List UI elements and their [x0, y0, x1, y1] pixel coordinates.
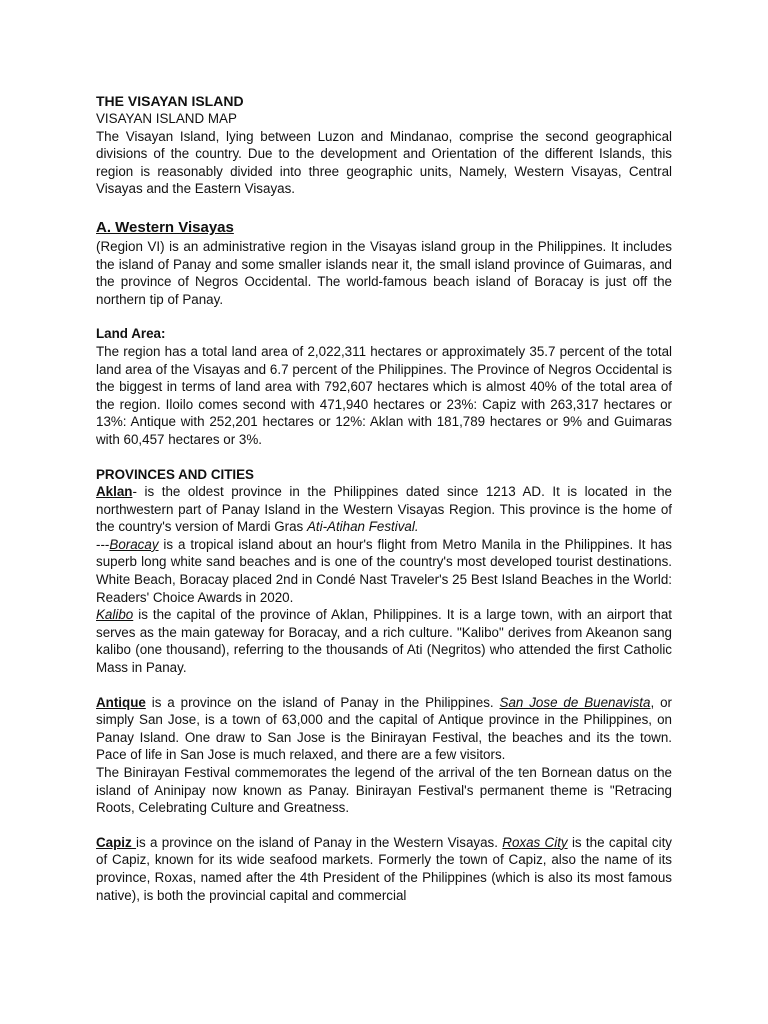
capiz-name: Capiz	[96, 834, 137, 850]
capiz-paragraph	[96, 834, 672, 904]
aklan-text: - is the oldest province in the Philippines dated since 1213 AD. It is located in the northwestern part of Panay Island in the Western Visayas Region. This province is the home of the country's version of Mardi Gras	[96, 484, 672, 535]
capiz-text-1: is a province on the island of Panay in the Western Visayas.	[136, 834, 503, 850]
land-area-paragraph: The region has a total land area of 2,022,311 hectares or approximately 35.7 percent of the total land area of the Visayas and 6.7 percent of the Philippines. The Province of Negros Occidental is the biggest in terms of land area with 792,607 hectares which is almost 40% of the total area of the region. Iloilo comes second with 471,940 hectares or 23%: Capiz with 263,317 hectares or 13%: Antique with 252,201 hectares or 12%: Aklan with 181,789 hectares or 9% and Guimaras with 60,457 hectares or 3%.	[96, 343, 672, 447]
antique-text-1: is a province on the island of Panay in the Philippines.	[145, 694, 500, 710]
roxas-city-name: Roxas City	[502, 834, 568, 850]
western-visayas-paragraph: (Region VI) is an administrative region in the Visayas island group in the Philippines. It includes the island of Panay and some smaller islands near it, the small island province of Guimaras, and the province of Negros Occidental. The world-famous beach island of Boracay is just off the northern tip of Panay.	[96, 238, 672, 307]
western-visayas-heading: A. Western Visayas	[96, 218, 234, 236]
san-jose-name: San Jose de Buenavista	[499, 694, 651, 710]
kalibo-name: Kalibo	[96, 607, 134, 623]
land-area-heading: Land Area:	[96, 326, 166, 342]
document-subtitle: VISAYAN ISLAND MAP	[96, 111, 237, 126]
boracay-text: is a tropical island about an hour's flight from Metro Manila in the Philippines. It has superb long white sand beaches and is one of the country's most developed tourist destinations. White Beach, Boracay placed 2nd in Condé Nast Traveler's 25 Best Island Beaches in the World: Readers' Choice Awards in 2020.	[96, 536, 672, 605]
kalibo-text: is the capital of the province of Aklan, Philippines. It is a large town, with an airport that serves as the main gateway for Boracay, and a rich culture. "Kalibo" derives from Akeanon sang kalibo (one thousand), referring to the thousands of Ati (Negritos) who attended the first Catholic Mass in Panay.	[96, 607, 672, 676]
antique-paragraph	[96, 694, 672, 764]
intro-paragraph: The Visayan Island, lying between Luzon and Mindanao, comprise the second geographical divisions of the country. Due to the development and Orientation of the different Islands, this region is reasonably divided into three geographic units, Namely, Western Visayas, Central Visayas and the Eastern Visayas.	[96, 128, 672, 197]
kalibo-paragraph	[96, 606, 672, 676]
boracay-name: Boracay	[109, 536, 159, 552]
binirayan-paragraph: The Binirayan Festival commemorates the legend of the arrival of the ten Bornean datus on the island of Aninipay now known as Panay. Binirayan Festival's permanent theme is "Retracing Roots, Celebrating Culture and Greatness.	[96, 765, 672, 816]
boracay-paragraph	[96, 536, 672, 606]
antique-text-2: , or simply San Jose, is a town of 63,000 and the capital of Antique province in the Philippines, on Panay Island. One draw to San Jose is the Binirayan Festival, the beaches and its the town. Pace of life in San Jose is much relaxed, and there are a few visitors.	[96, 694, 673, 763]
provinces-heading: PROVINCES AND CITIES	[96, 466, 254, 482]
boracay-prefix: ---	[96, 536, 110, 552]
ati-atihan-festival: Ati-Atihan Festival.	[306, 519, 419, 535]
capiz-text-2: is the capital city of Capiz, known for its wide seafood markets. Formerly the town of Capiz, also the name of its province, Roxas, named after the 4th President of the Philippines (which is also its most famous native), is both the provincial capital and commercial	[96, 834, 672, 903]
document-title: THE VISAYAN ISLAND	[96, 93, 244, 109]
aklan-name: Aklan	[96, 484, 133, 500]
aklan-paragraph	[96, 483, 672, 536]
antique-name: Antique	[96, 694, 146, 710]
